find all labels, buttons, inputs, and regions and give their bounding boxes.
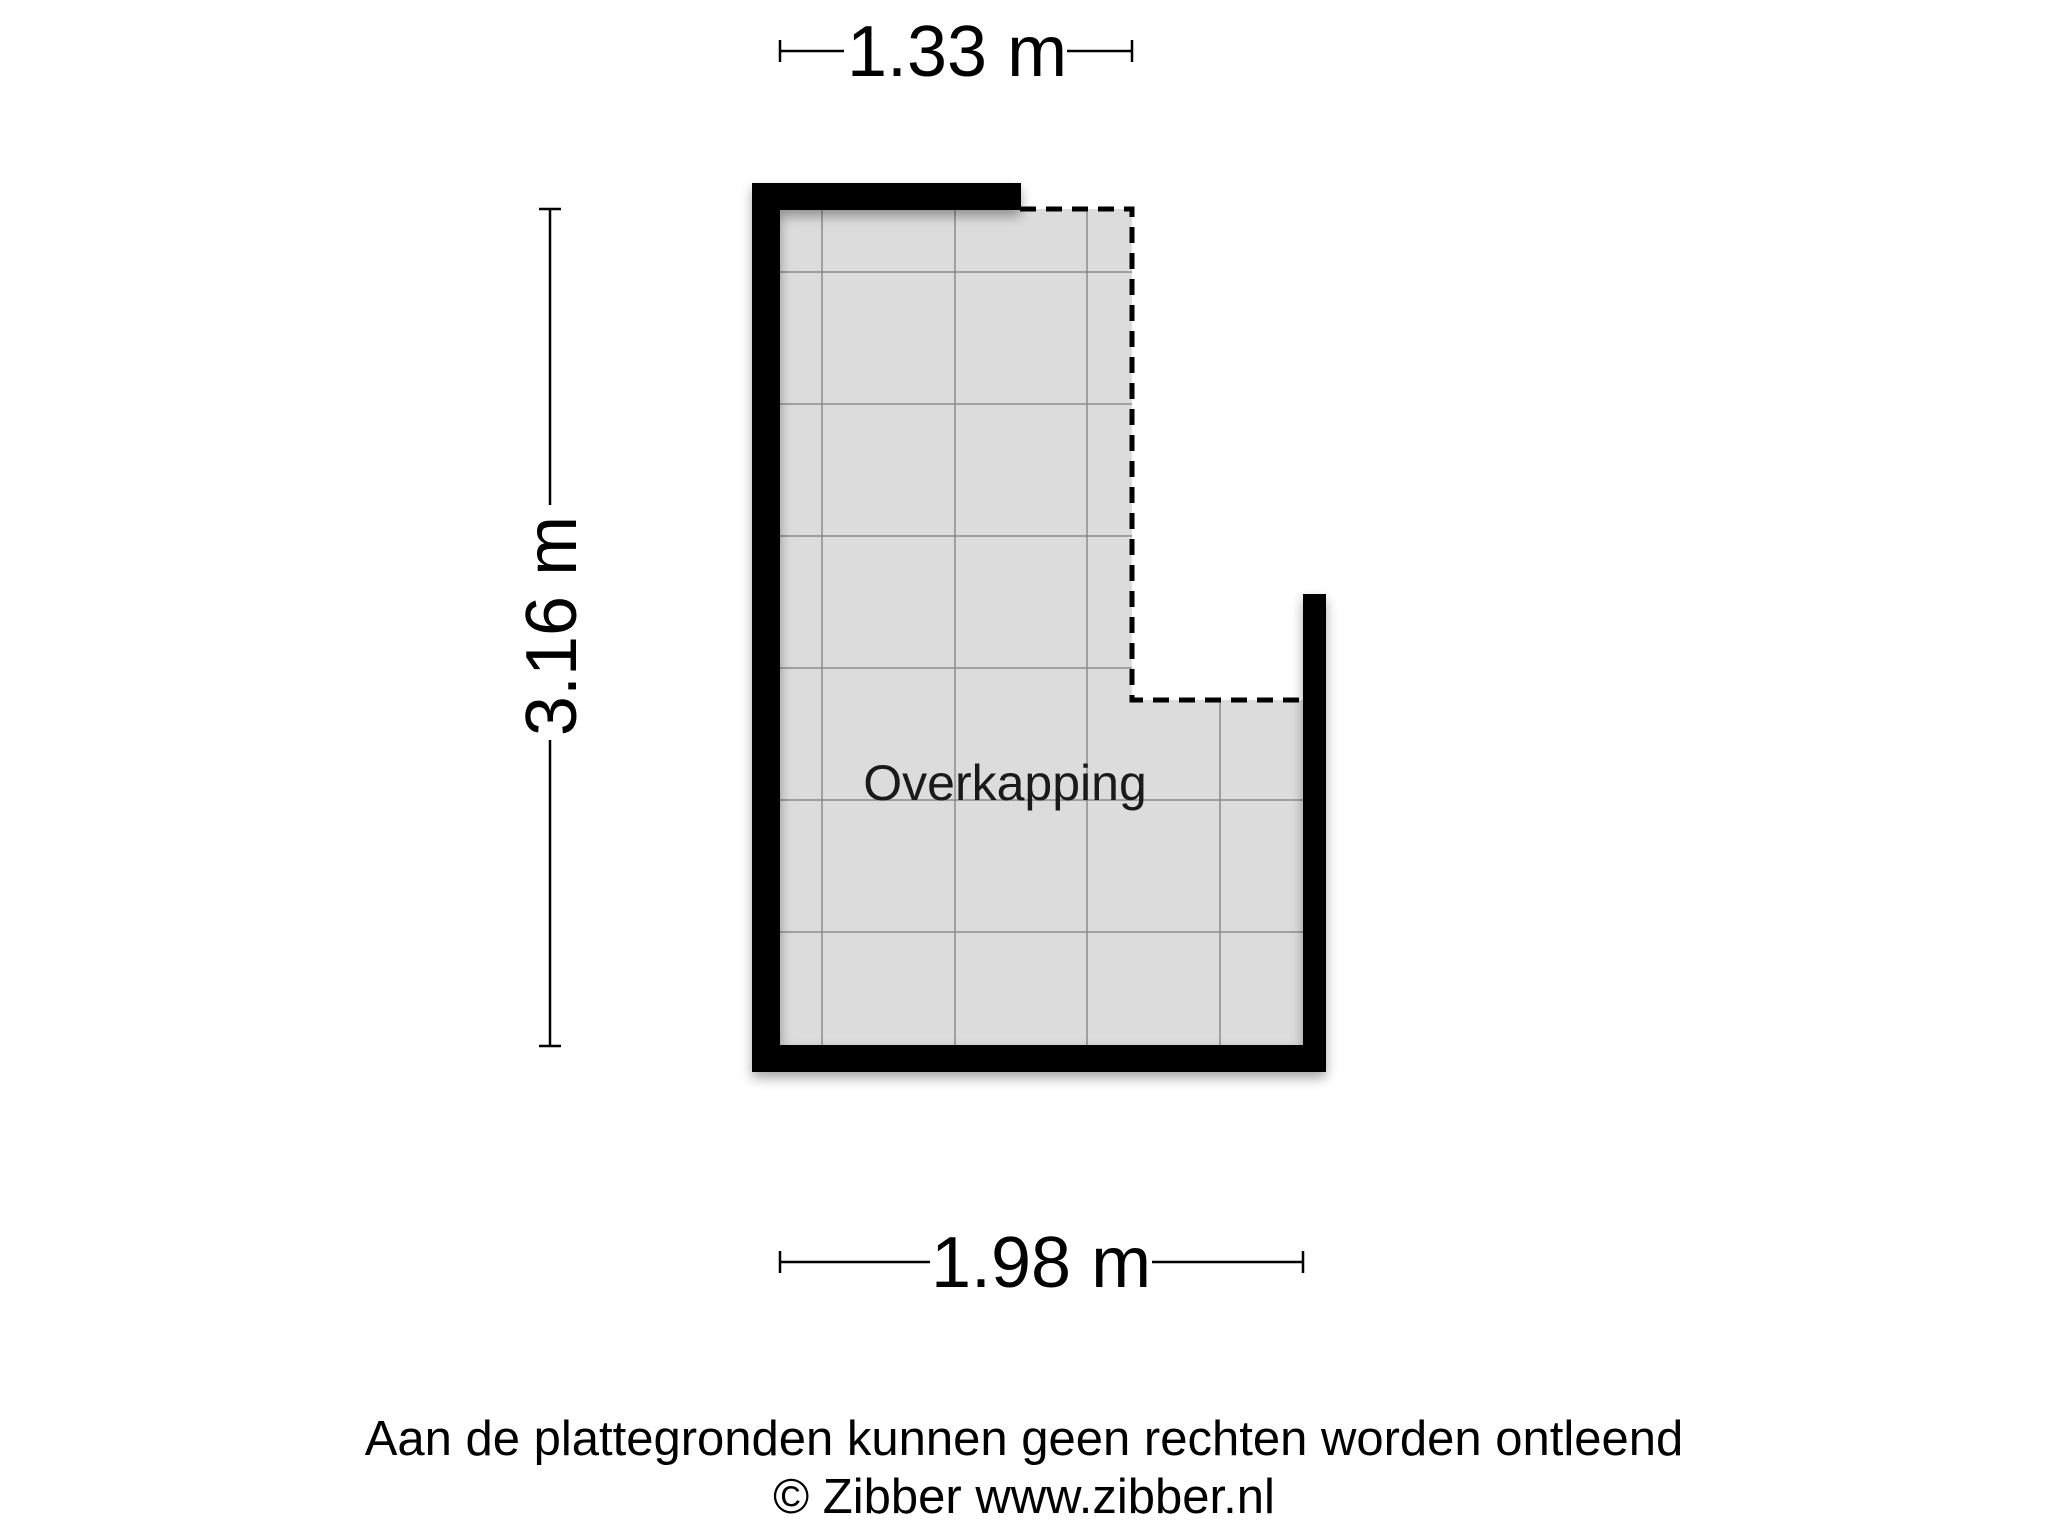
room-label: Overkapping [863,755,1147,811]
wall-top [752,183,1021,210]
footer-copyright: © Zibber www.zibber.nl [773,1470,1275,1524]
dimension-top-label: 1.33 m [846,12,1068,92]
wall-left [752,183,780,1071]
dimension-bottom-label: 1.98 m [930,1223,1152,1303]
floor-area [780,209,1303,1046]
dimension-left-label: 3.16 m [512,515,592,737]
wall-right [1303,594,1326,1072]
footer-disclaimer: Aan de plattegronden kunnen geen rechten worden ontleend [364,1412,1684,1466]
wall-bottom [752,1045,1326,1072]
